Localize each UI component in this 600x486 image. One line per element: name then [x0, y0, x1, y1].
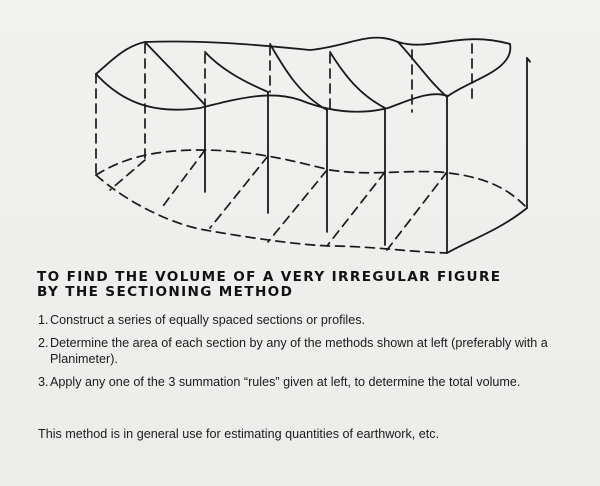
top-profile-2	[205, 52, 268, 92]
hidden-diagonal-4	[268, 170, 327, 242]
hidden-bottom-front	[96, 175, 447, 253]
hidden-diagonal-6	[387, 172, 447, 250]
bottom-front-edge	[447, 208, 527, 253]
top-profile-5	[398, 42, 447, 97]
usage-note: This method is in general use for estimating quantities of earthwork, etc.	[38, 427, 440, 441]
step-text: Construct a series of equally spaced sections or profiles.	[50, 313, 365, 327]
step-item	[38, 335, 578, 368]
figure-heading	[37, 270, 577, 300]
heading-line-2: BY THE SECTIONING METHOD	[37, 284, 294, 300]
step-number: 1.	[38, 313, 49, 327]
top-profile-4	[330, 52, 385, 108]
step-text: Determine the area of each section by any of the methods shown at left (preferably with a Planimeter).	[50, 335, 548, 366]
top-front-edge	[96, 74, 448, 112]
hidden-bottom-back	[96, 150, 527, 208]
step-text: Apply any one of the 3 summation “rules” given at left, to determine the total volume.	[50, 374, 521, 389]
right-end-top	[448, 44, 510, 96]
step-item	[38, 374, 578, 391]
step-item	[38, 312, 578, 329]
step-number: 2.	[38, 335, 49, 350]
method-steps	[38, 312, 578, 396]
step-number: 3.	[38, 374, 49, 389]
heading-line-1: TO FIND THE VOLUME OF A VERY IRREGULAR FIGURE	[37, 269, 502, 285]
hidden-diagonal-2	[160, 150, 205, 210]
top-profile-1	[145, 42, 205, 105]
hidden-diagonal-3	[210, 156, 268, 228]
hidden-diagonal-5	[327, 172, 385, 246]
